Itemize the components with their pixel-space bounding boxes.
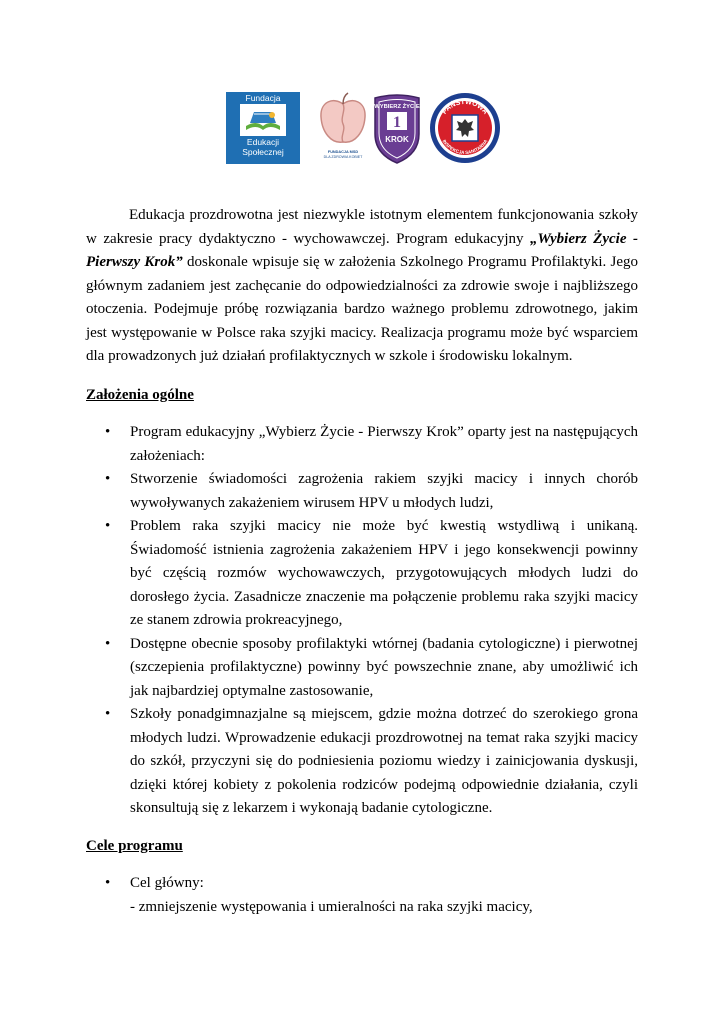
msd-logo-line1: FUNDACJA MSD [327,150,359,154]
fes-logo-line2: Edukacji [246,137,280,147]
fundacja-edukacji-spolecznej-logo [226,92,300,164]
wz-logo-number: 1 [393,114,401,131]
goals-list [86,872,638,919]
list-item: • Problem raka szyjki macicy nie może być kwestią wstydliwą i unikaną. Świadomość istnienia zagrożenia zakażeniem HPV i jego konsekwencji powinny być częścią rozmów wychowawczych, przygotowujących młodych ludzi do dorosłego życia. Zasadnicze znaczenie ma połączenie problemu raka szyjki macicy ze stanem zdrowia prokreacyjnego, [105,518,638,628]
list-item: • Dostępne obecnie sposoby profilaktyki wtórnej (badania cytologiczne) i pierwotnej (szczepienia profilaktyczne) powinny być powszechnie znane, aby umożliwić ich jak najbardziej optymalne zastosowanie, [105,635,638,699]
list-item: • Szkoły ponadgimnazjalne są miejscem, gdzie można dotrzeć do szerokiego grona młodych ludzi. Wprowadzenie edukacji prozdrowotnej na temat raka szyjki macicy do szkół, przyczyni się do podniesienia poziomu wiedzy i zainicjowania dyskusji, dzięki której kobiety z pokolenia rodziców podejmą odpowiednie działania, czyli skonsultują się z lekarzem i wykonają badanie cytologiczne. [105,706,638,816]
msd-logo-line2: DLA ZDROWIA KOBIET [323,155,363,159]
fes-logo-line1: Fundacja [245,93,281,103]
fundacja-msd-logo [312,92,374,164]
wz-logo-arc: WYBIERZ ŻYCIE [374,104,420,110]
wz-logo-word: KROK [385,135,409,144]
pis-logo-top: PAŃSTWOWA [441,98,489,116]
section-heading-zalozenia: Założenia ogólne [86,386,194,403]
wybierz-zycie-shield-logo [372,92,422,164]
section-heading-cele: Cele programu [86,837,183,854]
program-name: „Wybierz Życie - Pierwszy Krok” [86,230,638,270]
list-item: • Stworzenie świadomości zagrożenia rakiem szyjki macicy i innych chorób wywoływanych zakażeniem wirusem HPV u młodych ludzi, [105,471,638,511]
pis-logo-bottom: INSPEKCJA SANITARNA [441,138,489,156]
goal-text: - zmniejszenie występowania i umieralności na raka szyjki macicy, [130,898,533,915]
list-item: • Cel główny: - zmniejszenie występowania i umieralności na raka szyjki macicy, [105,875,533,915]
assumptions-list [86,421,638,821]
apple-icon [316,92,370,148]
open-book-icon [240,104,286,136]
document-body [86,204,638,919]
fes-logo-line3: Społecznej [242,147,284,157]
panstwowa-inspekcja-sanitarna-logo [428,92,502,164]
goal-label: Cel główny: [130,875,204,891]
list-item: • Program edukacyjny „Wybierz Życie - Pierwszy Krok” oparty jest na następujących założeniach: [105,424,638,464]
intro-paragraph: Edukacja prozdrowotna jest niezwykle istotnym elementem funkcjonowania szkoły w zakresie pracy dydaktyczno - wychowawczej. Program edukacyjny „Wybierz Życie - Pierwszy Krok” doskonale wpisuje się w założenia Szkolnego Programu Profilaktyki. Jego głównym zadaniem jest zachęcanie do odpowiedzialności za zdrowie swoje i najbliższego otoczenia. Podejmuje próbę rozwiązania bardzo ważnego problemu zdrowotnego, jakim jest występowanie w Polsce raka szyjki macicy. Realizacja programu może być wsparciem dla prowadzonych już działań profilaktycznych w szkole i środowisku lokalnym. [86,207,638,364]
